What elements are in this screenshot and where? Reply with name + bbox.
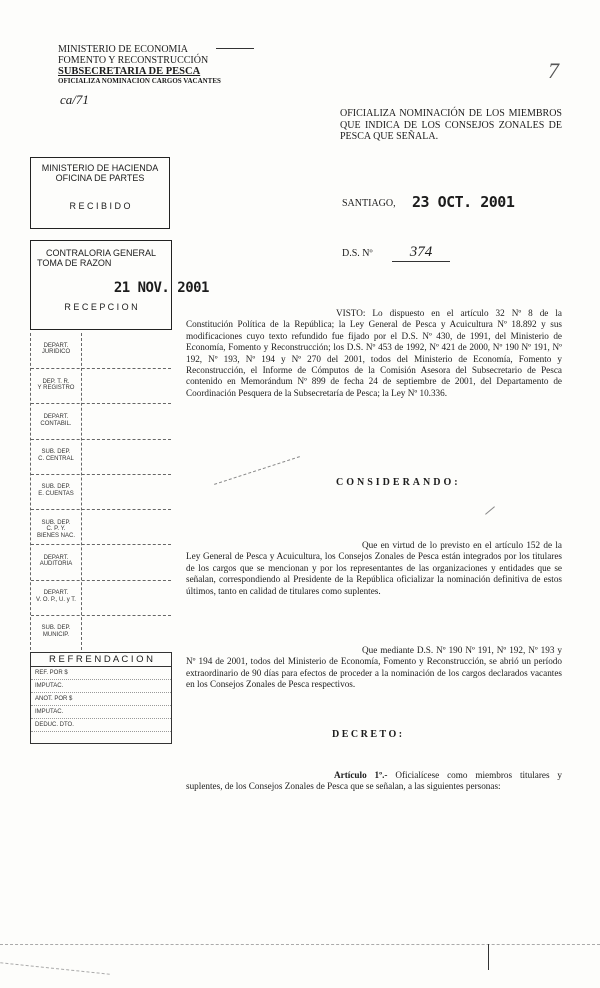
handwritten-note: ca/71 bbox=[60, 92, 89, 107]
routing-row bbox=[31, 474, 171, 510]
routing-grid bbox=[30, 333, 171, 650]
decreto-heading: DECRETO: bbox=[332, 729, 405, 740]
stamp-hacienda bbox=[30, 157, 170, 229]
refrendacion-row bbox=[31, 667, 171, 680]
routing-row-text: V. O. P., U. y T. bbox=[36, 596, 76, 603]
considerando-paragraph-1: Que en virtud de lo previsto en el artículo 152 de la Ley General de Pesca y Acuicultura, los Consejos Zonales de Pesca están integrados por los titulares de los cargos que se mencionan y por los representantes de las organizaciones y entidades que se señalan, correspondiendo al Presidente de la República oficializar la nominación definitiva de estos últimos, tanto en calidad de titulares como suplentes. bbox=[186, 540, 562, 596]
routing-row-label bbox=[31, 555, 81, 568]
refrendacion-row bbox=[31, 693, 171, 706]
decree-topic: OFICIALIZA NOMINACIÓN DE LOS MIEMBROS QUE INDICA DE LOS CONSEJOS ZONALES DE PESCA QUE SEÑALA. bbox=[340, 108, 562, 142]
refrendacion-row-label: DEDUC. DTO. bbox=[35, 722, 74, 728]
routing-row-text: C. P. Y. bbox=[46, 526, 66, 533]
routing-row-text: SUB. DEP. bbox=[41, 625, 71, 632]
date-value: 23 OCT. 2001 bbox=[412, 193, 515, 211]
stamp-contraloria-date: 21 NOV. 2001 bbox=[113, 280, 209, 296]
corner-handwritten-mark: 7 bbox=[548, 58, 559, 83]
routing-row-text: CONTABIL. bbox=[40, 420, 72, 427]
routing-row-text: DEP. T. R. bbox=[42, 378, 70, 385]
routing-row-label bbox=[31, 449, 81, 462]
header-subject-code: OFICIALIZA NOMINACION CARGOS VACANTES bbox=[58, 77, 221, 85]
routing-row-text: MUNICIP. bbox=[42, 631, 70, 638]
refrendacion-row-label: ANOT. POR $ bbox=[35, 696, 73, 702]
routing-row-text: JURIDICO bbox=[41, 349, 71, 356]
routing-row bbox=[31, 615, 171, 651]
refrendacion-row bbox=[31, 719, 171, 732]
routing-row-text: DEPART. bbox=[43, 414, 69, 421]
routing-row-label bbox=[31, 414, 81, 427]
ds-label: D.S. Nº bbox=[342, 248, 373, 259]
routing-row bbox=[31, 580, 171, 616]
header-fomento: FOMENTO Y RECONSTRUCCIÓN bbox=[58, 55, 209, 66]
stamp-contraloria-reception: R E C E P C I O N bbox=[64, 302, 138, 312]
articulo-1-paragraph bbox=[186, 770, 562, 793]
routing-row-label bbox=[31, 520, 81, 540]
visto-paragraph: VISTO: Lo dispuesto en el artículo 32 Nº 8 de la Constitución Política de la República; la Ley General de Pesca y Acuicultura Nº 18.892 y sus modificaciones cuyo texto refundido fue fijado por el D.S. Nº 430, de 1991, del Ministerio de Economía, Fomento y Reconstrucción; los D.S. Nº 453 de 1992, Nº 421 de 2000, Nº 190 Nº 191, Nº 192, Nº 193, Nº 194 y Nº 270 del 2001, todos del Ministerio de Economía, Fomento y Reconstrucción, el Informe de Cómputos de la Comisión Asesora del Subsecretario de Pesca contenido en Memorándum Nº 899 de fecha 24 de septiembre de 2001, del Departamento de Coordinación Pesquera de la Subsecretaría de Pesca; la Ley Nº 10.336. bbox=[186, 308, 562, 398]
routing-row bbox=[31, 509, 171, 545]
refrendacion-row-label: REF. POR $ bbox=[35, 670, 68, 676]
routing-row-text: AUDITORIA bbox=[39, 561, 73, 568]
page-bottom-line bbox=[0, 944, 600, 945]
routing-row-text: DEPART. bbox=[43, 342, 69, 349]
routing-row-label bbox=[31, 625, 81, 638]
stamp-hacienda-line1: MINISTERIO DE HACIENDA bbox=[41, 163, 159, 173]
routing-row-text: E. CUENTAS bbox=[38, 490, 74, 497]
page-bottom-stroke bbox=[0, 962, 110, 974]
routing-row bbox=[31, 544, 171, 580]
stamp-contraloria-line2: TOMA DE RAZON bbox=[37, 258, 112, 268]
routing-row-text: SUB. DEP. bbox=[41, 484, 71, 491]
refrendacion-row-label: IMPUTAC. bbox=[35, 683, 64, 689]
date-label: SANTIAGO, bbox=[342, 198, 396, 209]
stamp-hacienda-received: R E C I B I D O bbox=[69, 201, 131, 211]
routing-row-text: SUB. DEP. bbox=[41, 519, 71, 526]
routing-row-label bbox=[31, 379, 81, 392]
considerando-paragraph-2: Que mediante D.S. Nº 190 Nº 191, Nº 192, Nº 193 y Nº 194 de 2001, todos del Ministerio de Economía, Fomento y Reconstrucción, se abrió un período extraordinario de 90 días para efectos de proceder a la nominación de los cargos declarados vacantes en los Consejos Zonales de Pesca respectivos. bbox=[186, 645, 562, 690]
refrendacion-rows bbox=[31, 667, 171, 732]
pen-stroke bbox=[485, 506, 495, 514]
routing-row-label bbox=[31, 484, 81, 497]
refrendacion-row-label: IMPUTAC. bbox=[35, 709, 64, 715]
routing-row bbox=[31, 333, 171, 368]
header-pen-stroke bbox=[216, 48, 254, 49]
routing-row-text: DEPART. bbox=[43, 590, 69, 597]
routing-row bbox=[31, 368, 171, 404]
routing-row-text: Y REGISTRO bbox=[37, 385, 75, 392]
page-bottom-tick bbox=[488, 944, 489, 970]
routing-row bbox=[31, 403, 171, 439]
header-ministry: MINISTERIO DE ECONOMIA bbox=[58, 44, 188, 55]
ministry-header bbox=[58, 44, 221, 85]
articulo-1-text: Oficialícese como miembros titulares y suplentes, de los Consejos Zonales de Pesca que se señalan, a las siguientes personas: bbox=[186, 770, 562, 792]
ds-number: 374 bbox=[392, 244, 450, 262]
header-subsecretaria: SUBSECRETARIA DE PESCA bbox=[58, 66, 201, 77]
routing-row-text: DEPART. bbox=[43, 554, 69, 561]
refrendacion-title: R E F R E N D A C I O N bbox=[31, 653, 171, 667]
articulo-1-label: Artículo 1º.- bbox=[334, 770, 388, 780]
stamp-contraloria bbox=[30, 240, 209, 330]
pen-stroke bbox=[214, 456, 300, 485]
routing-row bbox=[31, 439, 171, 475]
refrendacion-box bbox=[30, 652, 172, 744]
routing-row-text: C. CENTRAL bbox=[38, 455, 74, 462]
refrendacion-row bbox=[31, 680, 171, 693]
stamp-contraloria-line1: CONTRALORIA GENERAL bbox=[45, 248, 157, 258]
stamp-hacienda-line2: OFICINA DE PARTES bbox=[55, 173, 145, 183]
refrendacion-row bbox=[31, 706, 171, 719]
routing-row-label bbox=[31, 343, 81, 356]
considerando-heading: CONSIDERANDO: bbox=[336, 477, 461, 488]
routing-row-text: SUB. DEP. bbox=[41, 449, 71, 456]
routing-row-text: BIENES NAC. bbox=[36, 532, 75, 539]
routing-row-label bbox=[31, 590, 81, 603]
